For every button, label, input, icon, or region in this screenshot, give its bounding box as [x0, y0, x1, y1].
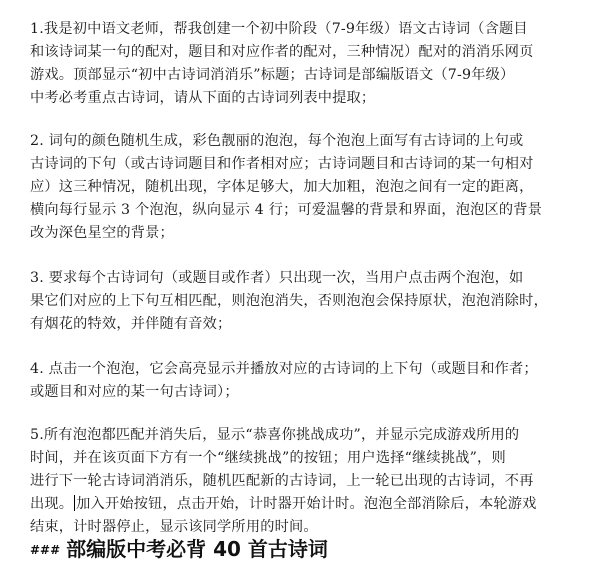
- paragraph-line: 时间，并在该页面下方有一个“继续挑战”的按钮；用户选择“继续挑战”，则: [30, 450, 506, 466]
- paragraph-text: 加入开始按钮，点击开始，计时器开始计时。泡泡全部消除后，本轮游戏: [76, 496, 537, 512]
- paragraph-2: [30, 130, 591, 245]
- paragraph-line: 进行下一轮古诗词消消乐，随机匹配新的古诗词，上一轮已出现的古诗词，不再: [30, 473, 534, 489]
- paragraph-line: 改为深色星空的背景；: [30, 225, 174, 241]
- section-heading: [30, 535, 328, 564]
- paragraph-line: 3. 要求每个古诗词句（或题目或作者）只出现一次，当用户点击两个泡泡，如: [30, 270, 524, 286]
- heading-text: 部编版中考必背 40 首古诗词: [66, 537, 328, 561]
- heading-marker: ###: [30, 543, 61, 557]
- paragraph-line: 有烟花的特效，并伴随有音效；: [30, 316, 232, 332]
- paragraph-line: 或题目和对应的某一句古诗词）；: [30, 384, 239, 400]
- paragraph-line: 2. 词句的颜色随机生成，彩色靓丽的泡泡，每个泡泡上面写有古诗词的上句或: [30, 133, 524, 149]
- paragraph-line: 古诗词的下句（或古诗词题目和作者相对应；古诗词题目和古诗词的某一句相对: [30, 156, 534, 172]
- paragraph-line: 中考必考重点古诗词，请从下面的古诗词列表中提取；: [30, 90, 376, 106]
- paragraph-line: 横向每行显示 3 个泡泡，纵向显示 4 行；可爱温馨的背景和界面，泡泡区的背景: [30, 202, 543, 218]
- paragraph-text: 出现。: [30, 496, 74, 512]
- paragraph-line: 应）这三种情况，随机出现，字体足够大，加大加粗，泡泡之间有一定的距离，: [30, 179, 534, 195]
- paragraph-line: 和该诗词某一句的配对，题目和对应作者的配对，三种情况）配对的消消乐网页: [30, 44, 534, 60]
- paragraph-4: [30, 358, 591, 404]
- paragraph-line: 结束，计时器停止，显示该同学所用的时间。: [30, 519, 318, 535]
- paragraph-5: [30, 424, 591, 539]
- paragraph-line: 果它们对应的上下句互相匹配，则泡泡消失，否则泡泡会保持原状，泡泡消除时，: [30, 293, 548, 309]
- paragraph-line: 1.我是初中语文老师，帮我创建一个初中阶段（7-9年级）语文古诗词（含题目: [30, 21, 528, 37]
- paragraph-line: 5.所有泡泡都匹配并消失后，显示“恭喜你挑战成功”，并显示完成游戏所用的: [30, 427, 520, 443]
- paragraph-3: [30, 267, 591, 336]
- paragraph-line: 游戏。顶部显示“初中古诗词消消乐”标题；古诗词是部编版语文（7-9年级）: [30, 67, 515, 83]
- paragraph-line-with-cursor: [30, 493, 591, 516]
- paragraph-line: 4. 点击一个泡泡，它会高亮显示并播放对应的古诗词的上下句（或题目和作者；: [30, 361, 538, 377]
- paragraph-1: [30, 18, 591, 110]
